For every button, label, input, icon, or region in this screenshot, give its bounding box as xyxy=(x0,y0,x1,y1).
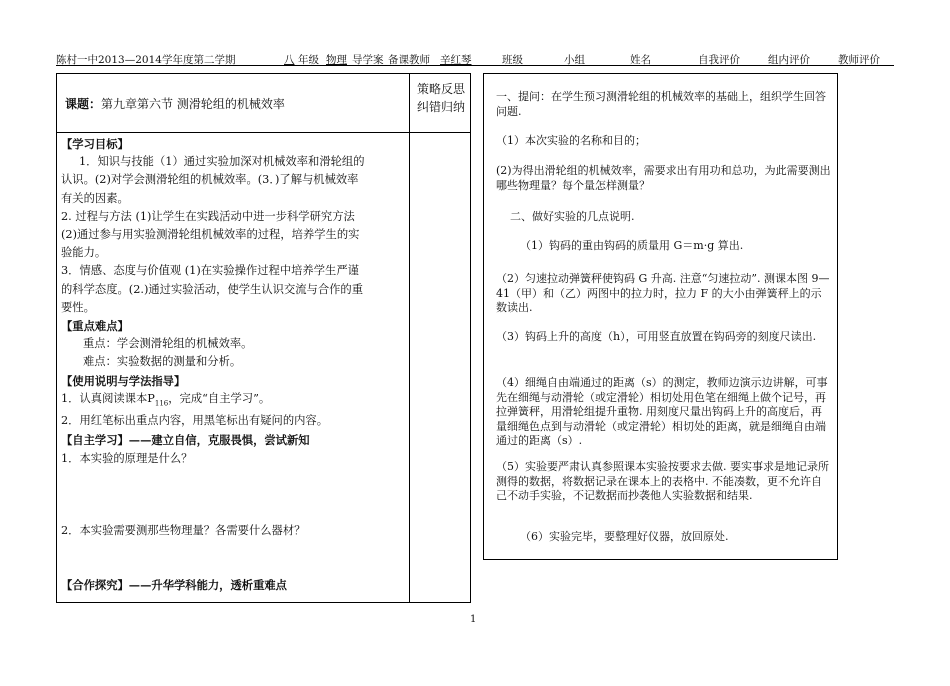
header-group-eval: 组内评价 xyxy=(768,54,810,66)
lesson-body xyxy=(57,133,409,595)
goals-heading: 【学习目标】 xyxy=(61,137,129,151)
answer-space-2 xyxy=(61,540,405,576)
notes-para-1: 一、提问：在学生预习测滑轮组的机械效率的基础上，组织学生回答问题. xyxy=(496,90,826,118)
lesson-title xyxy=(65,95,285,112)
document-header xyxy=(56,55,894,66)
experiment-notes-box xyxy=(483,73,838,560)
goal-1b: 认识。(2)对学会测滑轮组的机械效率。(3．)了解与机械效率 xyxy=(61,173,359,187)
column-divider xyxy=(409,74,410,602)
usage-2: 2．用红笔标出重点内容，用黑笔标出有疑问的内容。 xyxy=(61,414,329,428)
header-name-label: 姓名 xyxy=(630,54,651,66)
answer-space-1 xyxy=(61,468,405,522)
cooperation-label: 【合作探究】 xyxy=(61,578,129,593)
goal-1c: 有关的因素。 xyxy=(61,191,129,205)
usage-1-page: 116 xyxy=(154,399,169,408)
page-number: 1 xyxy=(470,614,477,625)
goal-2a: 2. 过程与方法 (1)让学生在实践活动中进一步科学研究方法 xyxy=(61,209,355,223)
lesson-title-prefix: 课题： xyxy=(65,97,102,111)
usage-1-pre: 1．认真阅读课本P xyxy=(61,391,155,405)
difficult-point: 难点：实验数据的测量和分析。 xyxy=(83,355,242,369)
question-1: 1．本实验的原理是什么？ xyxy=(61,451,193,465)
question-2: 2．本实验需要测那些物理量？各需要什么器材？ xyxy=(61,523,306,537)
notes-para-2: （1）本次实验的名称和目的； xyxy=(496,134,646,147)
key-point: 重点：学会测滑轮组的机械效率。 xyxy=(83,337,253,351)
self-study-label: 【自主学习】 xyxy=(61,432,129,447)
goal-3c: 要性。 xyxy=(61,300,95,314)
cooperation-motto: ——升华学科能力，透析重难点 xyxy=(128,578,287,593)
goal-3a: 3．情感、态度与价值观 (1)在实验操作过程中培养学生严谨 xyxy=(61,264,359,278)
usage-1 xyxy=(61,390,405,412)
notes-para-8: （4）细绳自由端通过的距离（s）的测定，教师边演示边讲解，可事先在细绳与动滑轮（或定滑轮）相切处用色笔在细绳上做个记号，再拉弹簧秤，用滑轮组提升重物. 用刻度尺量出钩码上升的高度后，再量细绳色点到与动滑轮（或定滑轮）相切处的距离，就是细绳自由端通过的距离（s）. xyxy=(496,376,828,447)
header-doc-type: 导学案 xyxy=(352,54,384,66)
notes-para-3: (2)为得出滑轮组的机械效率，需要求出有用功和总功，为此需要测出哪些物理量？每个量怎样测量？ xyxy=(496,164,831,192)
goal-2c: 验能力。 xyxy=(61,246,107,260)
notes-para-5: （1）钩码的重由钩码的质量用 G＝m·g 算出. xyxy=(520,239,744,252)
usage-heading: 【使用说明与学法指导】 xyxy=(61,373,186,388)
notes-para-9: （5）实验要严肃认真参照课本实验按要求去做. 要实事求是地记录所测得的数据，将数据记录在课本上的表格中. 不能凑数，更不允许自己不动手实验，不记数据而抄袭他人实验数据和结果. xyxy=(496,460,829,502)
cooperation-heading xyxy=(61,576,405,595)
header-subject: 物理 xyxy=(326,54,347,66)
notes-para-6: （2）匀速拉动弹簧秤使钩码 G 升高. 注意“匀速拉动”. 测课本图 9—41（甲）和（乙）两图中的拉力时，拉力 F 的大小由弹簧秤上的示数读出. xyxy=(496,272,830,314)
goal-1a: 1．知识与技能（1）通过实验加深对机械效率和滑轮组的 xyxy=(79,155,365,169)
header-teacher-eval: 教师评价 xyxy=(838,54,880,66)
usage-1-post: ，完成“自主学习”。 xyxy=(168,391,271,405)
lesson-title-text: 第九章第六节 测滑轮组的机械效率 xyxy=(101,97,285,111)
header-teacher-label: 备课教师 xyxy=(388,54,430,66)
header-grade-suffix: 年级 xyxy=(298,54,319,66)
notes-para-4: 二、做好实验的几点说明. xyxy=(510,210,635,223)
header-grade: 八 xyxy=(284,54,295,66)
reflection-column-label: 策略反思纠错归纳 xyxy=(416,82,465,114)
header-group-label: 小组 xyxy=(564,54,585,66)
header-school: 陈村一中2013—2014学年度第二学期 xyxy=(56,54,236,66)
header-self-eval: 自我评价 xyxy=(698,54,740,66)
notes-para-7: （3）钩码上升的高度（h），可用竖直放置在钩码旁的刻度尺读出. xyxy=(496,330,817,343)
notes-para-10: （6）实验完毕，要整理好仪器，放回原处. xyxy=(520,530,729,543)
lesson-table xyxy=(56,73,471,603)
header-class-label: 班级 xyxy=(502,54,523,66)
self-study-heading xyxy=(61,431,405,450)
goal-3b: 的科学态度。(2.)通过实验活动，使学生认识交流与合作的重 xyxy=(61,282,364,296)
key-heading: 【重点难点】 xyxy=(61,319,129,334)
header-teacher: 辛红琴 xyxy=(440,54,472,66)
goal-2b: (2)通过参与用实验测滑轮组机械效率的过程，培养学生的实 xyxy=(61,228,360,242)
self-study-motto: ——建立自信，克服畏惧，尝试新知 xyxy=(128,432,310,447)
